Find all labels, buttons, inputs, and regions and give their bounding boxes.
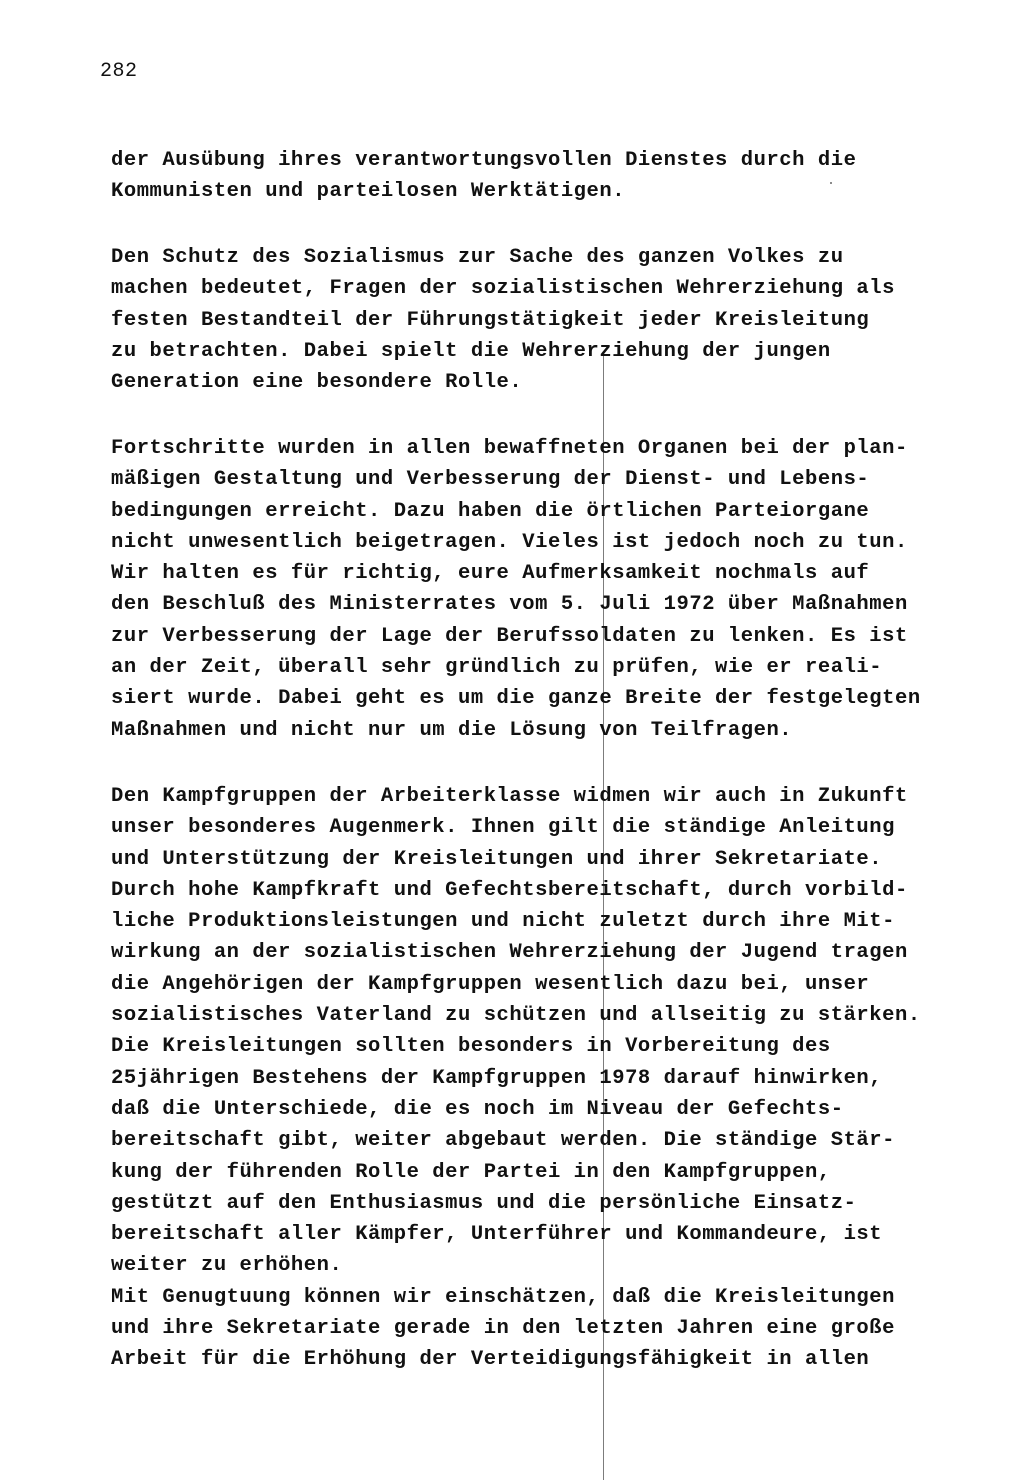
paragraph-4 <box>111 781 951 1376</box>
text-line: kung der führenden Rolle der Partei in den Kampfgruppen, <box>111 1160 831 1184</box>
text-line: der Ausübung ihres verantwortungsvollen Dienstes durch die <box>111 149 857 172</box>
text-line: festen Bestandteil der Führungstätigkeit jeder Kreisleitung <box>111 308 870 332</box>
text-line: sozialistisches Vaterland zu schützen und allseitig zu stärken. <box>111 1004 921 1028</box>
paragraph-2 <box>111 242 951 398</box>
text-line: Generation eine besondere Rolle. <box>111 371 523 395</box>
text-line: Maßnahmen und nicht nur um die Lösung von Teilfragen. <box>111 718 793 742</box>
text-line: und ihre Sekretariate gerade in den letzten Jahren eine große <box>111 1317 895 1341</box>
text-line: bereitschaft gibt, weiter abgebaut werden. Die ständige Stär- <box>111 1129 895 1153</box>
text-line: machen bedeutet, Fragen der sozialistischen Wehrerziehung als <box>111 277 895 301</box>
text-line: daß die Unterschiede, die es noch im Niveau der Gefechts- <box>111 1097 844 1121</box>
text-line: Die Kreisleitungen sollten besonders in Vorbereitung des <box>111 1035 831 1059</box>
text-line: siert wurde. Dabei geht es um die ganze Breite der festgelegten <box>111 687 921 711</box>
text-line: mäßigen Gestaltung und Verbesserung der Dienst- und Lebens- <box>111 468 870 492</box>
text-line: zu betrachten. Dabei spielt die Wehrerziehung der jungen <box>111 339 831 363</box>
text-line: Mit Genugtuung können wir einschätzen, daß die Kreisleitungen <box>111 1285 895 1309</box>
text-line: liche Produktionsleistungen und nicht zuletzt durch ihre Mit- <box>111 910 895 934</box>
text-line: Kommunisten und parteilosen Werktätigen. <box>111 180 626 204</box>
text-line: Den Kampfgruppen der Arbeiterklasse widmen wir auch in Zukunft <box>111 785 908 808</box>
text-line: die Angehörigen der Kampfgruppen wesentlich dazu bei, unser <box>111 972 870 996</box>
text-line: bedingungen erreicht. Dazu haben die örtlichen Parteiorgane <box>111 499 870 523</box>
text-line: Durch hohe Kampfkraft und Gefechtsbereitschaft, durch vorbild- <box>111 878 908 902</box>
text-line: und Unterstützung der Kreisleitungen und ihrer Sekretariate. <box>111 847 883 871</box>
text-line: gestützt auf den Enthusiasmus und die persönliche Einsatz- <box>111 1191 857 1215</box>
text-line: zur Verbesserung der Lage der Berufssoldaten zu lenken. Es ist <box>111 624 908 648</box>
text-line: Wir halten es für richtig, eure Aufmerksamkeit nochmals auf <box>111 562 870 586</box>
text-line: 25jährigen Bestehens der Kampfgruppen 1978 darauf hinwirken, <box>111 1066 883 1090</box>
text-line: wirkung an der sozialistischen Wehrerziehung der Jugend tragen <box>111 941 908 965</box>
page-number: 282 <box>100 60 138 83</box>
text-line: bereitschaft aller Kämpfer, Unterführer und Kommandeure, ist <box>111 1223 883 1247</box>
text-line: den Beschluß des Ministerrates vom 5. Juli 1972 über Maßnahmen <box>111 593 908 617</box>
text-line: weiter zu erhöhen. <box>111 1254 343 1278</box>
text-line: Arbeit für die Erhöhung der Verteidigungsfähigkeit in allen <box>111 1348 870 1372</box>
text-line: an der Zeit, überall sehr gründlich zu prüfen, wie er reali- <box>111 656 883 680</box>
text-line: Fortschritte wurden in allen bewaffneten Organen bei der plan- <box>111 437 908 460</box>
paragraph-1 <box>111 145 951 208</box>
text-line: unser besonderes Augenmerk. Ihnen gilt die ständige Anleitung <box>111 816 895 840</box>
paragraph-3 <box>111 433 951 746</box>
text-line: nicht unwesentlich beigetragen. Vieles ist jedoch noch zu tun. <box>111 530 908 554</box>
text-line: Den Schutz des Sozialismus zur Sache des ganzen Volkes zu <box>111 246 844 269</box>
